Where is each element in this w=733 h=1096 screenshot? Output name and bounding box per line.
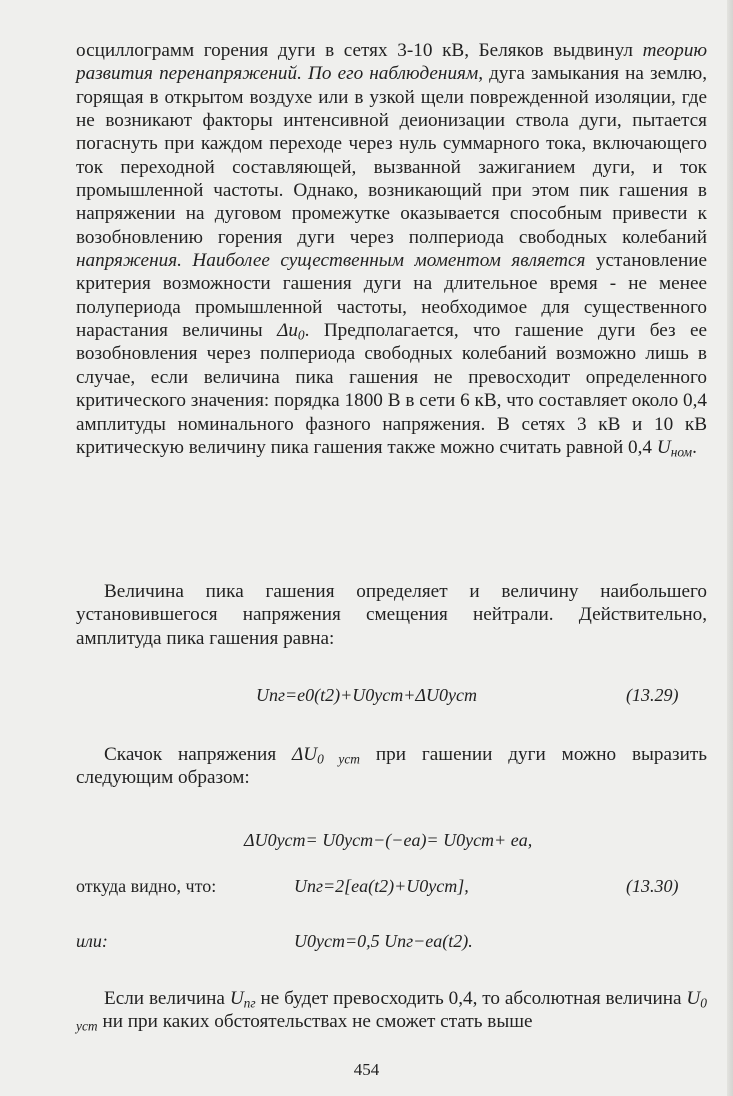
equation-number-13-29: (13.29)	[626, 685, 679, 705]
text-run: Если величина	[104, 988, 230, 1009]
text-run: осциллограмм горения дуги в сетях 3-10 кВ, Беляков выдвинул	[76, 40, 643, 61]
u-nom-symbol: $U_{ном}$	[656, 436, 693, 460]
text-run: Скачок напряжения	[104, 744, 293, 765]
equation-u0-ust: U0уст=0,5 Uпг−ea(t2).	[294, 931, 473, 951]
u0-ust-symbol: $U_{0 уст}$	[76, 988, 707, 1034]
paragraph-voltage-jump	[76, 743, 707, 790]
text-run: не будет превосходить 0,4, то абсолютная величина	[255, 988, 687, 1009]
text-run: .	[692, 436, 697, 458]
u-pg-symbol: $U_{пг}$	[229, 988, 256, 1011]
delta-u0-ust-symbol: $\Delta U_{0 уст}$	[292, 744, 360, 767]
text-run: дуга замыкания на землю, горящая в открытом воздухе или в узкой щели поврежденной изоляции, где не возникают факторы интенсивной деионизации ствола дуги, пытается погаснуть при каждом переходе через нуль суммарного тока, включающего ток переходной составляющей, вызванной зажиганием дуги, и ток промышленной частоты. Однако, возникающий при этом пик гашения в напряжении на дуговом промежутке оказывается способным привести к возобновлению горения дуги через полпериода свободных колебаний	[76, 63, 707, 248]
paragraph-text: Величина пика гашения определяет и величину наибольшего установившегося напряжения смещения нейтрали. Действительно, амплитуда пика гашения равна:	[76, 581, 707, 649]
equation-13-30: Uпг=2[ea(t2)+U0уст],	[294, 876, 469, 896]
paragraph-conclusion	[76, 987, 707, 1034]
text-run: установление критерия возможности гашения дуги на длительное время - не менее полупериода промышленной частоты, необходимое для существенного нарастания величины	[76, 250, 708, 342]
equation-13-29: Uпг=e0(t2)+U0уст+ΔU0уст	[256, 685, 477, 705]
equation-label-whence: откуда видно, что:	[76, 876, 217, 896]
paragraph-peak-value	[76, 580, 707, 650]
delta-u0-symbol: $\Delta u_0$	[277, 320, 305, 343]
paragraph-beljakov-theory	[76, 39, 707, 459]
text-run: ни при каких обстоятельствах не сможет стать выше	[97, 1011, 533, 1033]
page-number: 454	[353, 1060, 380, 1079]
equation-number-13-30: (13.30)	[626, 876, 679, 896]
italic-run: теорию развития перенапряжений. По его наблюдениям,	[76, 40, 707, 85]
text-run: при гашении дуги можно выразить следующим образом:	[76, 744, 707, 789]
equation-label-or: или:	[76, 931, 108, 951]
italic-run: напряжения. Наиболее существенным моментом является	[76, 250, 586, 272]
equation-delta-u0: ΔU0уст= U0уст−(−ea)= U0уст+ ea,	[244, 830, 533, 850]
text-run: . Предполагается, что гашение дуги без ее возобновления через полпериода свободных колебаний возможно лишь в случае, если величина пика гашения не превосходит определенного критического значения: порядка 1800 В в сети 6 кВ, что составляет около 0,4 амплитуды номинального фазного напряжения. В сетях 3 кВ и 10 кВ критическую величину пика гашения также можно считать равной 0,4	[76, 320, 708, 458]
